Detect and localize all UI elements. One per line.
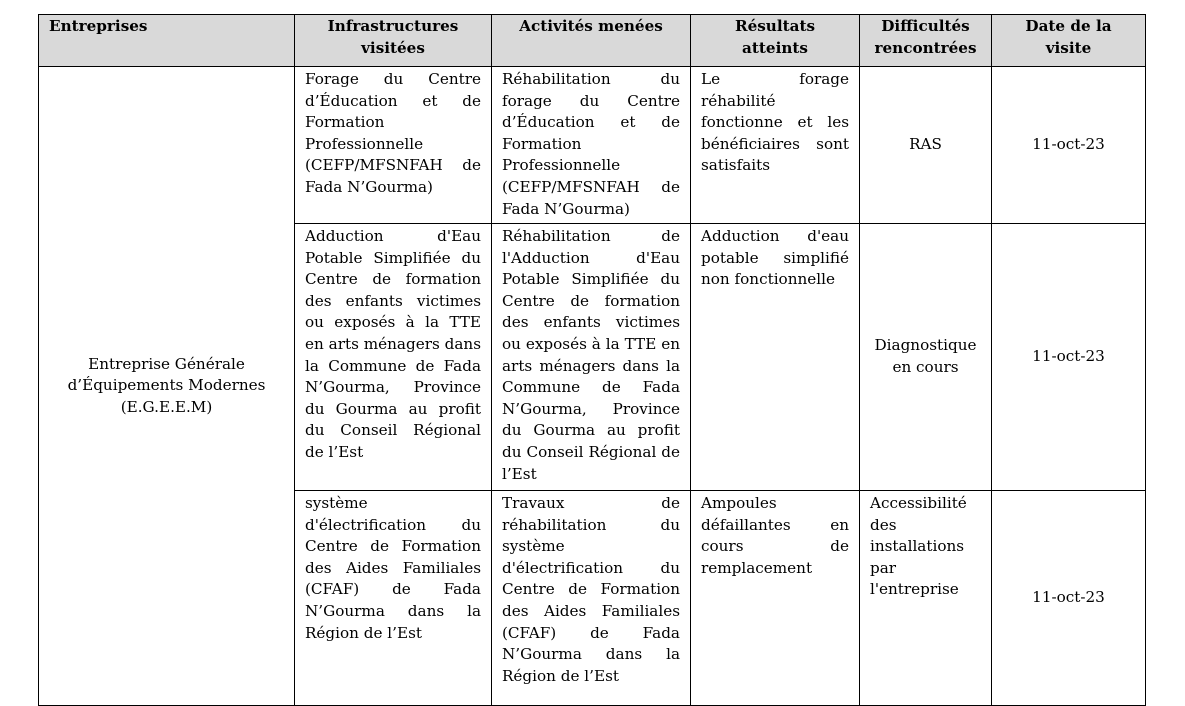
header-activites: Activités menées: [492, 15, 691, 67]
table-row: [39, 67, 1146, 224]
result-cell: Ampoules défaillantes en cours de remplacement: [691, 491, 860, 706]
date-cell: 11-oct-23: [992, 67, 1146, 224]
table-header-row: [39, 15, 1146, 67]
header-resultats: Résultats atteints: [691, 15, 860, 67]
infrastructure-cell: système d'électrification du Centre de Formation des Aides Familiales (CFAF) de Fada N’Gourma dans la Région de l’Est: [295, 491, 492, 706]
enterprise-cell: Entreprise Générale d’Équipements Modernes (E.G.E.E.M): [39, 67, 295, 706]
date-cell: 11-oct-23: [992, 224, 1146, 491]
header-infrastructures: Infrastructures visitées: [295, 15, 492, 67]
header-entreprises: Entreprises: [39, 15, 295, 67]
result-cell: Le forage réhabilité fonctionne et les bénéficiaires sont satisfaits: [691, 67, 860, 224]
difficulty-cell: Accessibilité des installations par l'entreprise: [860, 491, 992, 706]
activity-cell: Réhabilitation du forage du Centre d’Éducation et de Formation Professionnelle (CEFP/MFSNFAH de Fada N’Gourma): [492, 67, 691, 224]
difficulty-cell: RAS: [860, 67, 992, 224]
header-difficultes: Difficultés rencontrées: [860, 15, 992, 67]
result-cell: Adduction d'eau potable simplifié non fonctionnelle: [691, 224, 860, 491]
activity-cell: Travaux de réhabilitation du système d'électrification du Centre de Formation des Aides Familiales (CFAF) de Fada N’Gourma dans la Région de l’Est: [492, 491, 691, 706]
date-cell: 11-oct-23: [992, 491, 1146, 706]
visits-table: [38, 14, 1146, 706]
infrastructure-cell: Adduction d'Eau Potable Simplifiée du Centre de formation des enfants victimes ou exposés à la TTE en arts ménagers dans la Commune de Fada N’Gourma, Province du Gourma au profit du Conseil Régional de l’Est: [295, 224, 492, 491]
infrastructure-cell: Forage du Centre d’Éducation et de Formation Professionnelle (CEFP/MFSNFAH de Fada N’Gourma): [295, 67, 492, 224]
difficulty-cell: Diagnostique en cours: [860, 224, 992, 491]
activity-cell: Réhabilitation de l'Adduction d'Eau Potable Simplifiée du Centre de formation des enfants victimes ou exposés à la TTE en arts ménagers dans la Commune de Fada N’Gourma, Province du Gourma au profit du Conseil Régional de l’Est: [492, 224, 691, 491]
header-date: Date de la visite: [992, 15, 1146, 67]
